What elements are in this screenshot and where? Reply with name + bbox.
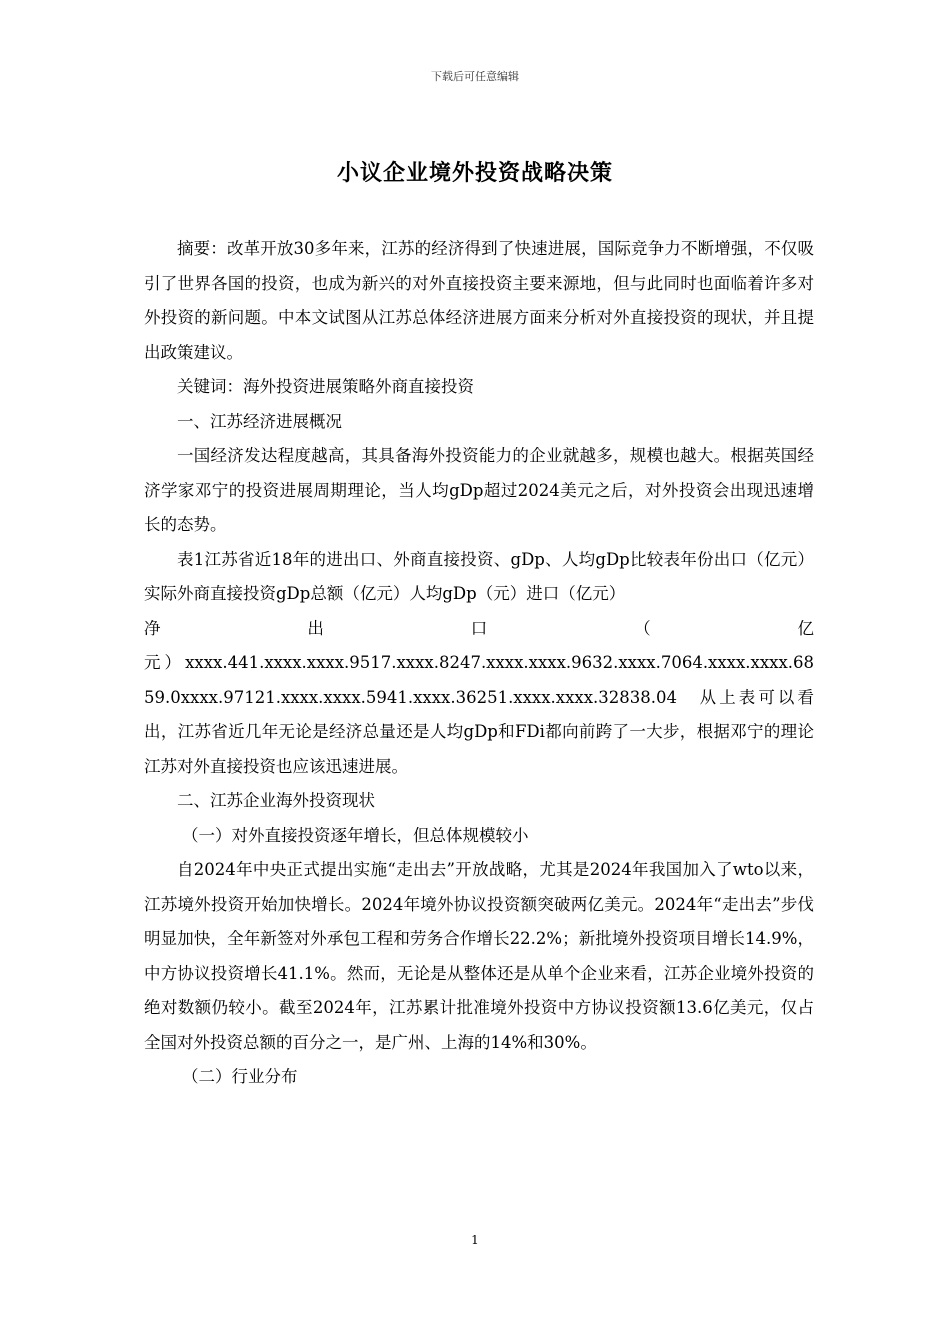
document-title: 小议企业境外投资战略决策: [336, 160, 613, 186]
table-data-paragraph: 元）xxxx.441.xxxx.xxxx.9517.xxxx.8247.xxxx.xxxx.9632.xxxx.7064.xxxx.xxxx.6859.0xxxx.97121.xxxx.xxxx.5941.xxxx.36251.xxxx.xxxx.32838.04 从上表可以看出，江苏省近几年无论是经济总量还是人均gDp和FDi都向前跨了一大步，根据邓宁的理论江苏对外直接投资也应该迅速进展。: [144, 653, 814, 776]
spread-char: 出: [307, 618, 324, 638]
abstract-paragraph: 摘要：改革开放30多年来，江苏的经济得到了快速进展，国际竞争力不断增强，不仅吸引了世界各国的投资，也成为新兴的对外直接投资主要来源地，但与此同时也面临着许多对外投资的新问题。中本文试图从江苏总体经济进展方面来分析对外直接投资的现状，并且提出政策建议。: [144, 239, 814, 362]
document-body: [144, 232, 814, 1095]
section1-paragraph: 一国经济发达程度越高，其具备海外投资能力的企业就越多，规模也越大。根据英国经济学家邓宁的投资进展周期理论，当人均gDp超过2024美元之后，对外投资会出现迅速增长的态势。: [144, 446, 814, 534]
page-number: 1: [471, 1233, 479, 1247]
table-caption-paragraph: 表1江苏省近18年的进出口、外商直接投资、gDp、人均gDp比较表年份出口（亿元）实际外商直接投资gDp总额（亿元）人均gDp（元）进口（亿元）: [144, 549, 814, 603]
table-spread-line: [144, 612, 814, 647]
header-note: 下载后可任意编辑: [431, 70, 519, 83]
subsection-heading-2: （二）行业分布: [181, 1067, 298, 1086]
section-heading-2: 二、江苏企业海外投资现状: [177, 791, 375, 810]
spread-char: 亿: [797, 618, 814, 638]
section2-paragraph: 自2024年中央正式提出实施“走出去”开放战略，尤其是2024年我国加入了wto以来，江苏境外投资开始加快增长。2024年境外协议投资额突破两亿美元。2024年“走出去”步伐明显加快，全年新签对外承包工程和劳务合作增长22.2%；新批境外投资项目增长14.9%，中方协议投资增长41.1%。然而，无论是从整体还是从单个企业来看，江苏企业境外投资的绝对数额仍较小。截至2024年，江苏累计批准境外投资中方协议投资额13.6亿美元，仅占全国对外投资总额的百分之一，是广州、上海的14%和30%。: [144, 860, 814, 1052]
spread-char: 口: [470, 618, 488, 638]
section-heading-1: 一、江苏经济进展概况: [177, 411, 342, 431]
keywords-paragraph: 关键词：海外投资进展策略外商直接投资: [177, 377, 474, 396]
spread-char: （: [634, 618, 651, 638]
subsection-heading-1: （一）对外直接投资逐年增长，但总体规模较小: [181, 825, 529, 845]
spread-char: 净: [144, 618, 161, 638]
